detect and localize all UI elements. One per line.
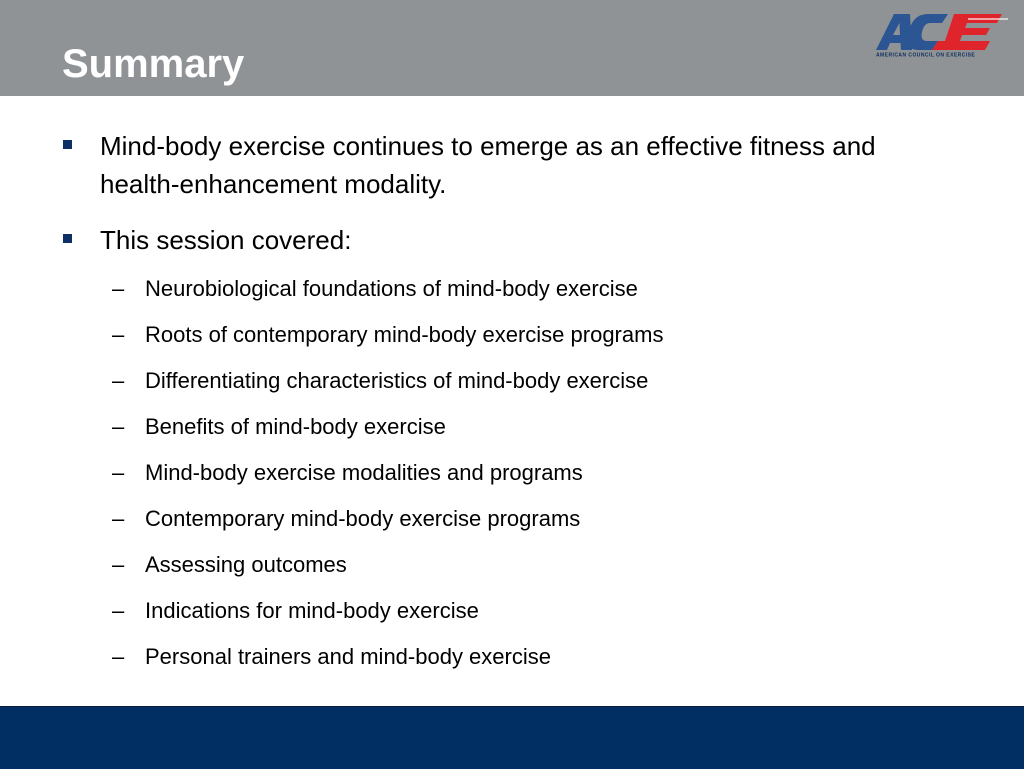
- sub-item-text: Personal trainers and mind-body exercise: [145, 644, 551, 669]
- sub-item-text: Mind-body exercise modalities and programs: [145, 460, 583, 485]
- dash-bullet-icon: –: [112, 368, 125, 393]
- dash-bullet-icon: –: [112, 644, 125, 669]
- footer-bar: [0, 706, 1024, 769]
- bullet-item: [63, 221, 923, 259]
- logo-tagline: AMERICAN COUNCIL ON EXERCISE: [876, 52, 976, 58]
- sub-item-text: Contemporary mind-body exercise programs: [145, 506, 581, 531]
- dash-bullet-icon: –: [112, 552, 125, 577]
- dash-bullet-icon: –: [112, 506, 125, 531]
- sub-item-text: Benefits of mind-body exercise: [145, 414, 446, 439]
- sub-list-item: [112, 642, 912, 672]
- sub-item-text: Indications for mind-body exercise: [145, 598, 479, 623]
- bullet-text: Mind-body exercise continues to emerge as an effective fitness and health-enhancement modality.: [100, 131, 876, 199]
- sub-list-item: [112, 412, 912, 442]
- square-bullet-icon: [63, 234, 72, 243]
- sub-list-item: [112, 504, 912, 534]
- dash-bullet-icon: –: [112, 414, 125, 439]
- sub-item-text: Assessing outcomes: [145, 552, 347, 577]
- sub-list-item: [112, 366, 912, 396]
- sub-item-text: Neurobiological foundations of mind-body exercise: [145, 276, 638, 301]
- bullet-text: This session covered:: [100, 225, 352, 255]
- dash-bullet-icon: –: [112, 322, 125, 347]
- dash-bullet-icon: –: [112, 460, 125, 485]
- slide-title: Summary: [62, 42, 245, 86]
- sub-list-item: [112, 596, 912, 626]
- sub-item-text: Roots of contemporary mind-body exercise programs: [145, 322, 664, 347]
- bullet-item: [63, 127, 923, 203]
- sub-list-item: [112, 320, 912, 350]
- ace-logo: [872, 6, 1016, 58]
- dash-bullet-icon: –: [112, 276, 125, 301]
- sub-list-item: [112, 458, 912, 488]
- dash-bullet-icon: –: [112, 598, 125, 623]
- sub-item-text: Differentiating characteristics of mind-body exercise: [145, 368, 649, 393]
- header-bar: [0, 0, 1024, 96]
- sub-list-item: [112, 274, 912, 304]
- square-bullet-icon: [63, 140, 72, 149]
- sub-list-item: [112, 550, 912, 580]
